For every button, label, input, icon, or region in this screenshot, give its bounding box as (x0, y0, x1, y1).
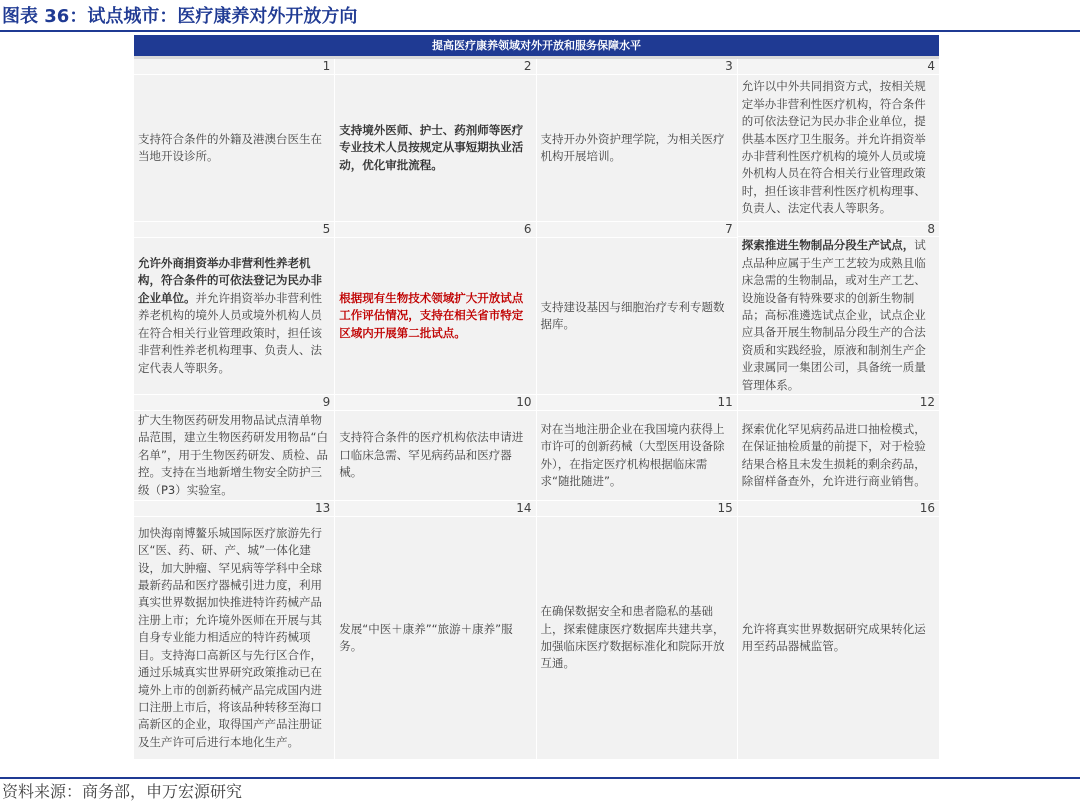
table-row (134, 501, 939, 760)
cell-text: 发展“中医＋康养”“旅游＋康养”服务。 (339, 621, 513, 653)
cell-number: 16 (738, 501, 939, 517)
cell-number: 4 (738, 59, 939, 75)
cell-body (738, 237, 939, 394)
cell-body (335, 517, 535, 759)
cell-text: 加快海南博鳌乐城国际医疗旅游先行区“医、药、研、产、城”一体化建设，加大肿瘤、罕见病等学科中全球最新药品和医疗器械引进力度，利用真实世界数据加快推进特许药械产品注册上市；允许境外医师在开展与其自身专业能力相适应的特许药械项目。支持海口高新区与先行区合作，通过乐城真实世界研究政策推动已在境外上市的创新药械产品完成国内进口注册上市后，将该品种转移至海口高新区的企业，取得国产产品注册证及生产许可后进行本地化生产。 (138, 525, 322, 749)
table-cell (738, 395, 939, 501)
cell-text-bold: 允许外商捐资举办非营利性养老机构，符合条件的可依法登记为民办非企业单位。 (138, 256, 322, 305)
cell-text: 支持符合条件的医疗机构依法申请进口临床急需、罕见病药品和医疗器械。 (339, 430, 524, 480)
cell-number: 6 (335, 222, 535, 238)
cell-body (335, 411, 535, 500)
table-cell (537, 501, 738, 760)
source-note: 资料来源：商务部，申万宏源研究 (0, 777, 1080, 809)
cell-text: 对在当地注册企业在我国境内获得上市许可的创新药械（大型医用设备除外），在指定医疗机构根据临床需求“随批随进”。 (540, 421, 725, 488)
cell-number: 1 (134, 59, 334, 75)
cell-body (335, 75, 535, 221)
table-cell (335, 395, 536, 501)
table-cell (134, 222, 335, 395)
cell-text-normal: 并允许捐资举办非营利性养老机构的境外人员或境外机构人员在符合相关行业管理政策时，担任该非营利性养老机构理事、负责人、法定代表人等职务。 (138, 290, 322, 375)
policy-table (134, 35, 939, 760)
cell-body (537, 411, 737, 500)
table-header: 提高医疗康养领域对外开放和服务保障水平 (134, 35, 939, 56)
cell-text: 在确保数据安全和患者隐私的基础上，探索健康医疗数据库共建共享，加强临床医疗数据标准化和院际开放互通。 (540, 604, 725, 671)
cell-text-bold: 探索推进生物制品分段生产试点， (741, 238, 915, 253)
cell-number: 8 (738, 222, 939, 237)
cell-number: 10 (335, 395, 535, 411)
cell-number: 7 (537, 222, 737, 238)
table-row (134, 222, 939, 395)
cell-text (138, 255, 330, 377)
table-cell (335, 501, 536, 760)
figure-title: 图表 36：试点城市：医疗康养对外开放方向 (2, 6, 358, 27)
table-cell (335, 59, 536, 222)
cell-text: 支持境外医师、护士、药剂师等医疗专业技术人员按规定从事短期执业活动，优化审批流程。 (339, 122, 524, 172)
cell-number: 2 (335, 59, 535, 75)
cell-body (738, 75, 939, 221)
cell-number: 11 (537, 395, 737, 411)
cell-body (134, 517, 334, 759)
table-cell (738, 501, 939, 760)
cell-number: 13 (134, 501, 334, 517)
cell-text: 支持符合条件的外籍及港澳台医生在当地开设诊所。 (138, 131, 322, 163)
cell-number: 12 (738, 395, 939, 411)
cell-body (134, 238, 334, 394)
cell-text-normal: 试点品种应属于生产工艺较为成熟且临床急需的生物制品，或对生产工艺、设施设备有特殊要求的创新生物制品；高标准遴选试点企业，试点企业应具备开展生物制品分段生产的合法资质和实践经验，原液和制剂生产企业隶属同一集团公司，具备统一质量管理体系。 (741, 238, 926, 392)
cell-number: 5 (134, 222, 334, 238)
table-cell (738, 222, 939, 395)
table-cell (134, 501, 335, 760)
cell-number: 15 (537, 501, 737, 517)
cell-text: 允许以中外共同捐资方式，按相关规定举办非营利性医疗机构，符合条件的可依法登记为民办非企业单位，提供基本医疗卫生服务。并允许捐资举办非营利性医疗机构的境外人员或境外机构人员在符合相关行业管理政策时，担任该非营利性医疗机构理事、负责人、法定代表人等职务。 (741, 79, 926, 216)
table-cell (537, 395, 738, 501)
cell-text: 扩大生物医药研发用物品试点清单物品范围，建立生物医药研发用物品“白名单”，用于生物医药研发、质检、品控。支持在当地新增生物安全防护三级（P3）实验室。 (138, 412, 328, 497)
cell-body (537, 517, 737, 759)
table-cell (134, 395, 335, 501)
cell-text: 支持建设基因与细胞治疗专利专题数据库。 (540, 299, 725, 331)
table-cell (537, 222, 738, 395)
cell-number: 9 (134, 395, 334, 411)
cell-number: 3 (537, 59, 737, 75)
table-cell (738, 59, 939, 222)
table-row (134, 59, 939, 222)
cell-body (335, 238, 535, 394)
cell-text: 支持开办外资护理学院，为相关医疗机构开展培训。 (540, 131, 725, 163)
cell-body (738, 517, 939, 759)
cell-body (134, 411, 334, 500)
table-cell (537, 59, 738, 222)
cell-body (537, 75, 737, 221)
title-divider (0, 30, 1080, 32)
cell-number: 14 (335, 501, 535, 517)
cell-body (537, 238, 737, 394)
table-cell (134, 59, 335, 222)
cell-text: 探索优化罕见病药品进口抽检模式，在保证抽检质量的前提下，对于检验结果合格且未发生损耗的剩余药品，除留样备查外，允许进行商业销售。 (741, 421, 926, 488)
cell-body (738, 411, 939, 500)
cell-body (134, 75, 334, 221)
cell-text (742, 237, 935, 394)
table-row (134, 395, 939, 501)
cell-text: 允许将真实世界数据研究成果转化运用至药品器械监管。 (741, 621, 926, 653)
cell-text-highlight: 根据现有生物技术领域扩大开放试点工作评估情况，支持在相关省市特定区域内开展第二批试点。 (339, 290, 524, 340)
table-cell (335, 222, 536, 395)
